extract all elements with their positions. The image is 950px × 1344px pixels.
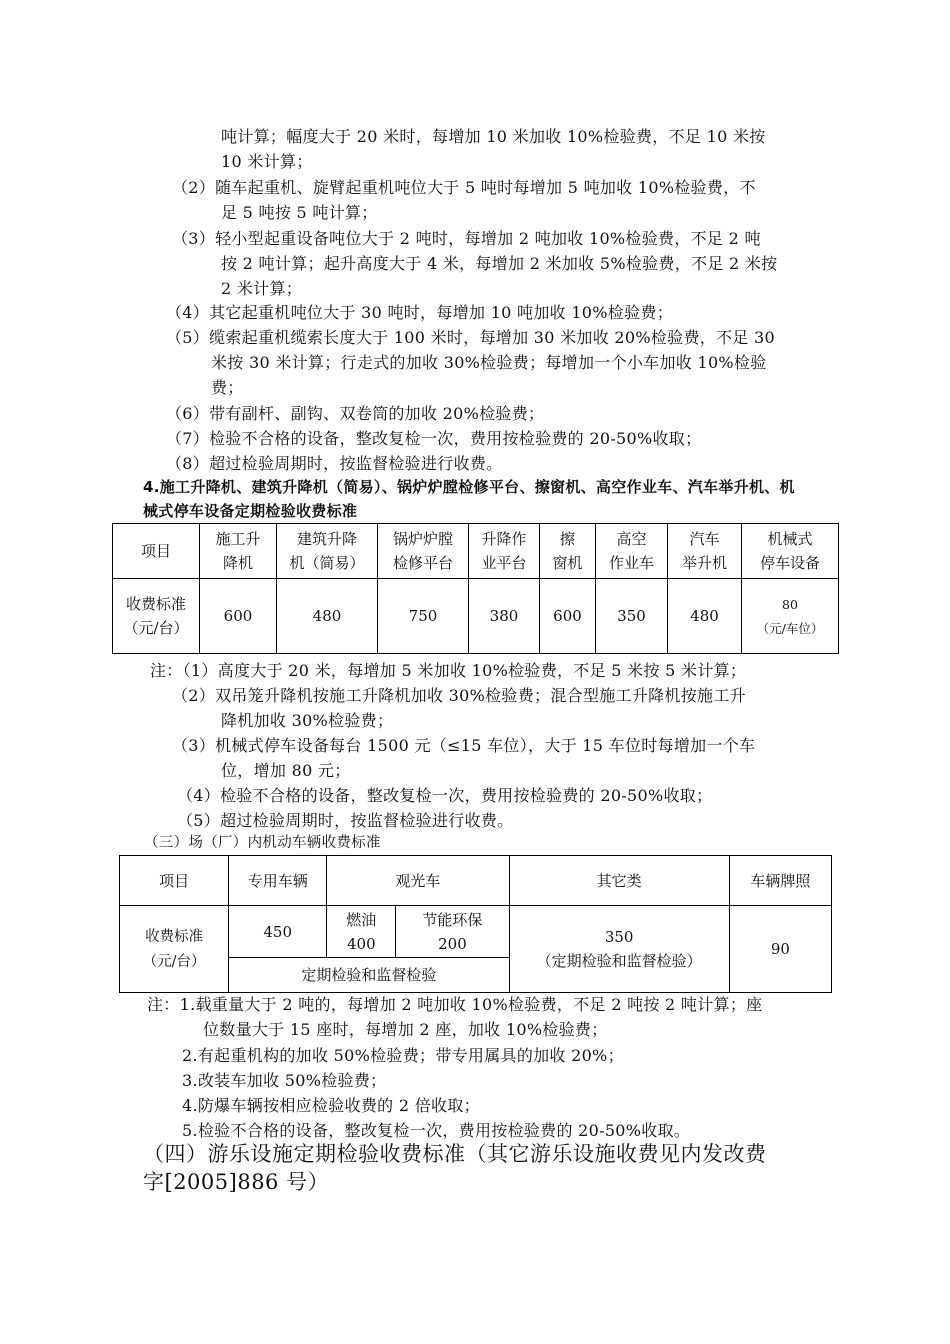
note-line: 位数量大于 15 座时，每增加 2 座，加收 10%检验费；	[203, 1020, 608, 1039]
table-header-row	[120, 856, 832, 906]
table-cell: 600	[540, 579, 596, 654]
note-line: 米按 30 米计算；行走式的加收 30%检验费；每增加一个小车加收 10%检验	[211, 353, 767, 372]
table-cell: 450	[229, 906, 327, 958]
table-row	[113, 579, 839, 654]
table-cell: 480	[668, 579, 742, 654]
table-header-cell: 升降作 业平台	[469, 524, 540, 579]
note-line: （4）检验不合格的设备，整改复检一次，费用按检验费的 20-50%收取；	[177, 786, 713, 805]
table-header-row	[113, 524, 839, 579]
note-line: （5）缆索起重机缆索长度大于 100 米时，每增加 30 米加收 20%检验费，不足 30	[166, 328, 776, 347]
table-header-cell: 项目	[120, 856, 229, 906]
section-heading: 字[2005]886 号）	[143, 1170, 330, 1194]
note-line: （3）机械式停车设备每台 1500 元（≤15 车位），大于 15 车位时每增加一个车	[172, 736, 756, 755]
table-header-cell: 施工升 降机	[200, 524, 277, 579]
section-title: （三）场（厂）内机动车辆收费标准	[144, 835, 381, 851]
table-header-cell: 高空 作业车	[596, 524, 668, 579]
table-cell: 600	[200, 579, 277, 654]
table-row	[120, 906, 832, 958]
note-line: （4）其它起重机吨位大于 30 吨时，每增加 10 吨加收 10%检验费；	[166, 303, 673, 322]
table-cell: 80 （元/车位）	[742, 579, 839, 654]
note-line: 按 2 吨计算；起升高度大于 4 米，每增加 2 米加收 5%检验费，不足 2 米按	[221, 254, 778, 273]
note-line: 10 米计算；	[221, 152, 313, 171]
section-heading: （四）游乐设施定期检验收费标准（其它游乐设施收费见内发改费	[143, 1142, 767, 1166]
note-line: （7）检验不合格的设备，整改复检一次，费用按检验费的 20-50%收取；	[166, 429, 702, 448]
elevator-fee-table	[112, 523, 839, 654]
vehicle-fee-table	[119, 855, 832, 993]
table-cell: 定期检验和监督检验	[229, 958, 509, 993]
note-line: 4.防爆车辆按相应检验收费的 2 倍收取；	[182, 1096, 480, 1115]
note-line: 2.有起重机构的加收 50%检验费；带专用属具的加收 20%；	[182, 1046, 624, 1065]
note-line: （2）双吊笼升降机按施工升降机加收 30%检验费；混合型施工升降机按施工升	[172, 686, 746, 705]
note-line: 3.改装车加收 50%检验费；	[182, 1071, 387, 1090]
table-cell: 350	[596, 579, 668, 654]
table-header-cell: 其它类	[509, 856, 729, 906]
note-line: 吨计算；幅度大于 20 米时，每增加 10 米加收 10%检验费，不足 10 米按	[221, 127, 766, 146]
table-header-cell: 汽车 举升机	[668, 524, 742, 579]
table-header-cell: 机械式 停车设备	[742, 524, 839, 579]
note-line: 注：（1）高度大于 20 米，每增加 5 米加收 10%检验费，不足 5 米按 5 米计算；	[150, 661, 747, 680]
note-line: 注：1.载重量大于 2 吨的，每增加 2 吨加收 10%检验费，不足 2 吨按 2 吨计算；座	[147, 995, 763, 1014]
note-line: （5）超过检验周期时，按监督检验进行收费。	[177, 811, 514, 830]
table-header-cell: 车辆牌照	[729, 856, 831, 906]
table-cell: 750	[378, 579, 469, 654]
note-line: 降机加收 30%检验费；	[221, 711, 394, 730]
section-title: 4.施工升降机、建筑升降机（简易）、锅炉炉膛检修平台、擦窗机、高空作业车、汽车举升机、机	[143, 478, 795, 496]
note-line: 足 5 吨按 5 吨计算；	[221, 203, 378, 222]
table-cell: 380	[469, 579, 540, 654]
note-line: 费；	[211, 378, 244, 397]
table-header-cell: 锅炉炉膛 检修平台	[378, 524, 469, 579]
note-line: 2 米计算；	[221, 279, 303, 298]
table-header-cell: 项目	[113, 524, 200, 579]
table-row-label: 收费标准 （元/台）	[113, 579, 200, 654]
table-header-cell: 擦 窗机	[540, 524, 596, 579]
table-header-cell: 专用车辆	[229, 856, 327, 906]
table-header-cell: 建筑升降 机（简易）	[277, 524, 378, 579]
note-line: （3）轻小型起重设备吨位大于 2 吨时，每增加 2 吨加收 10%检验费，不足 2 吨	[172, 229, 761, 248]
table-cell: 90	[729, 906, 831, 993]
note-line: （6）带有副杆、副钩、双卷筒的加收 20%检验费；	[166, 404, 545, 423]
note-line: （2）随车起重机、旋臂起重机吨位大于 5 吨时每增加 5 吨加收 10%检验费，不	[172, 178, 756, 197]
table-cell: 480	[277, 579, 378, 654]
table-cell: 节能环保 200	[396, 906, 509, 958]
table-row-label: 收费标准 （元/台）	[120, 906, 229, 993]
table-cell: 燃油 400	[327, 906, 396, 958]
note-line: 位，增加 80 元；	[221, 761, 351, 780]
table-header-cell: 观光车	[327, 856, 509, 906]
note-line: 5.检验不合格的设备，整改复检一次，费用按检验费的 20-50%收取。	[182, 1121, 691, 1140]
section-title: 械式停车设备定期检验收费标准	[143, 502, 358, 520]
table-cell: 350 （定期检验和监督检验）	[509, 906, 729, 993]
note-line: （8）超过检验周期时，按监督检验进行收费。	[166, 454, 503, 473]
